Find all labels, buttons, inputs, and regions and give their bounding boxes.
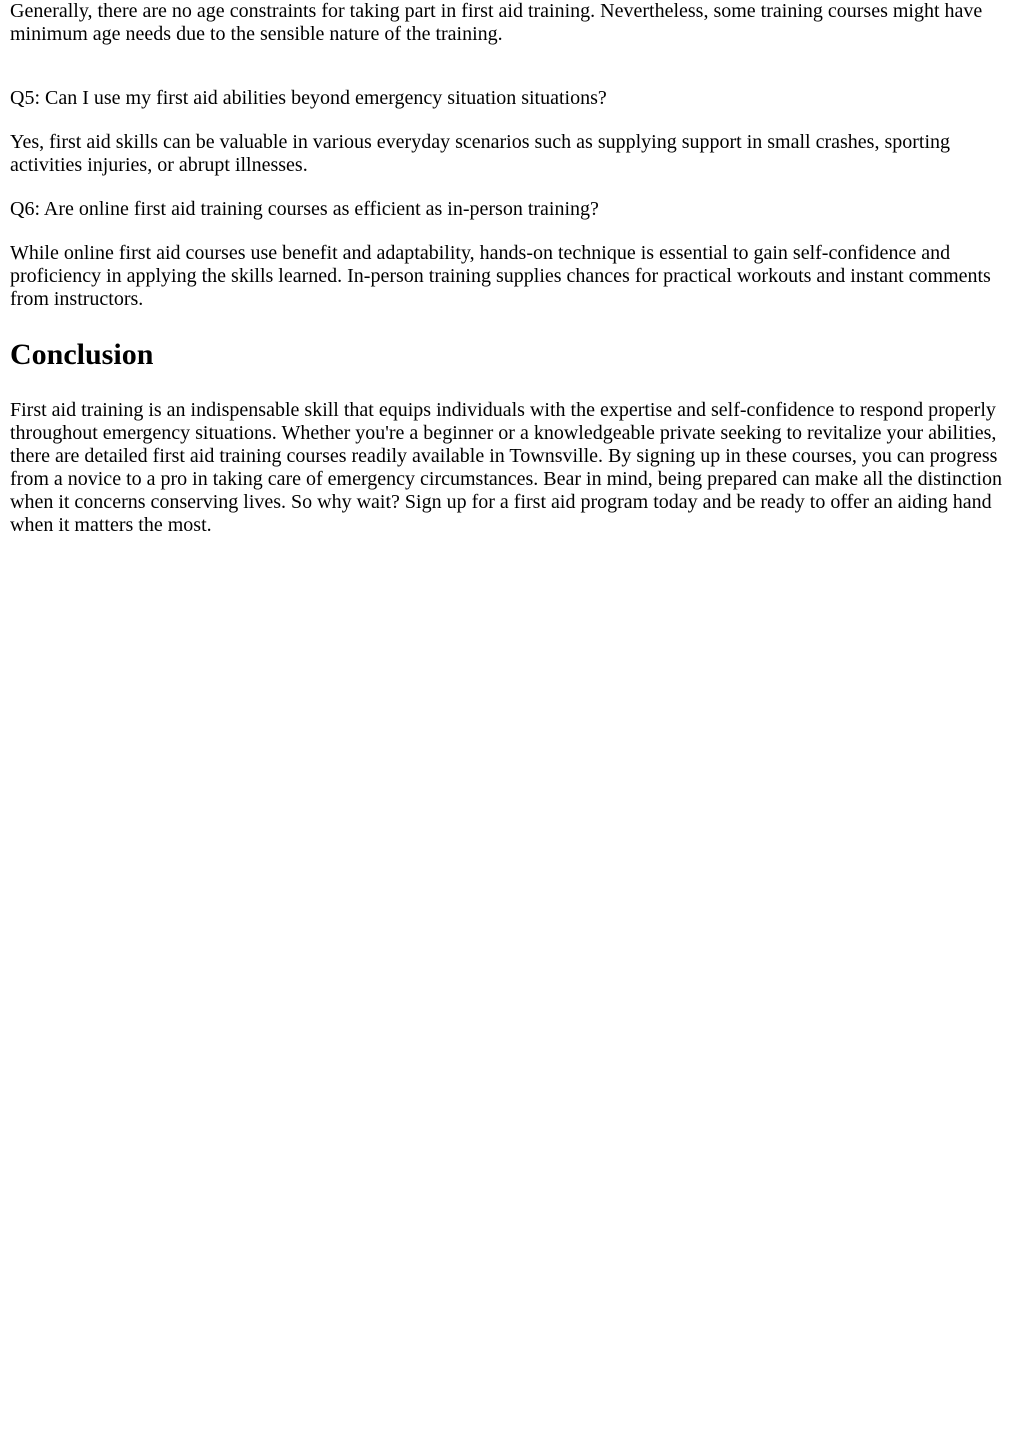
faq-answer-q5: Yes, first aid skills can be valuable in various everyday scenarios such as supplying support in small crashes, sporting activities injuries, or abrupt illnesses. (10, 131, 951, 176)
conclusion-heading: Conclusion (10, 338, 154, 371)
faq-question-q5: Q5: Can I use my first aid abilities beyond emergency situation situations? (10, 87, 607, 109)
conclusion-paragraph: First aid training is an indispensable skill that equips individuals with the expertise and self-confidence to respond properly throughout emergency situations. Whether you're a beginner or a knowledgeable private seeking to revitalize your abilities, there are detailed first aid training courses readily available in Townsville. By signing up in these courses, you can progress from a novice to a pro in taking care of emergency circumstances. Bear in mind, being prepared can make all the distinction when it concerns conserving lives. So why wait? Sign up for a first aid program today and be ready to offer an aiding hand when it matters the most. (10, 399, 1003, 536)
intro-paragraph: Generally, there are no age constraints for taking part in first aid training. Nevertheless, some training courses might have minimum age needs due to the sensible nature of the training. (10, 0, 983, 45)
faq-answer-q6: While online first aid courses use benefit and adaptability, hands-on technique is essential to gain self-confidence and proficiency in applying the skills learned. In-person training supplies chances for practical workouts and instant comments from instructors. (10, 242, 991, 310)
article-body (0, 0, 1024, 537)
faq-question-q6: Q6: Are online first aid training courses as efficient as in-person training? (10, 198, 599, 220)
